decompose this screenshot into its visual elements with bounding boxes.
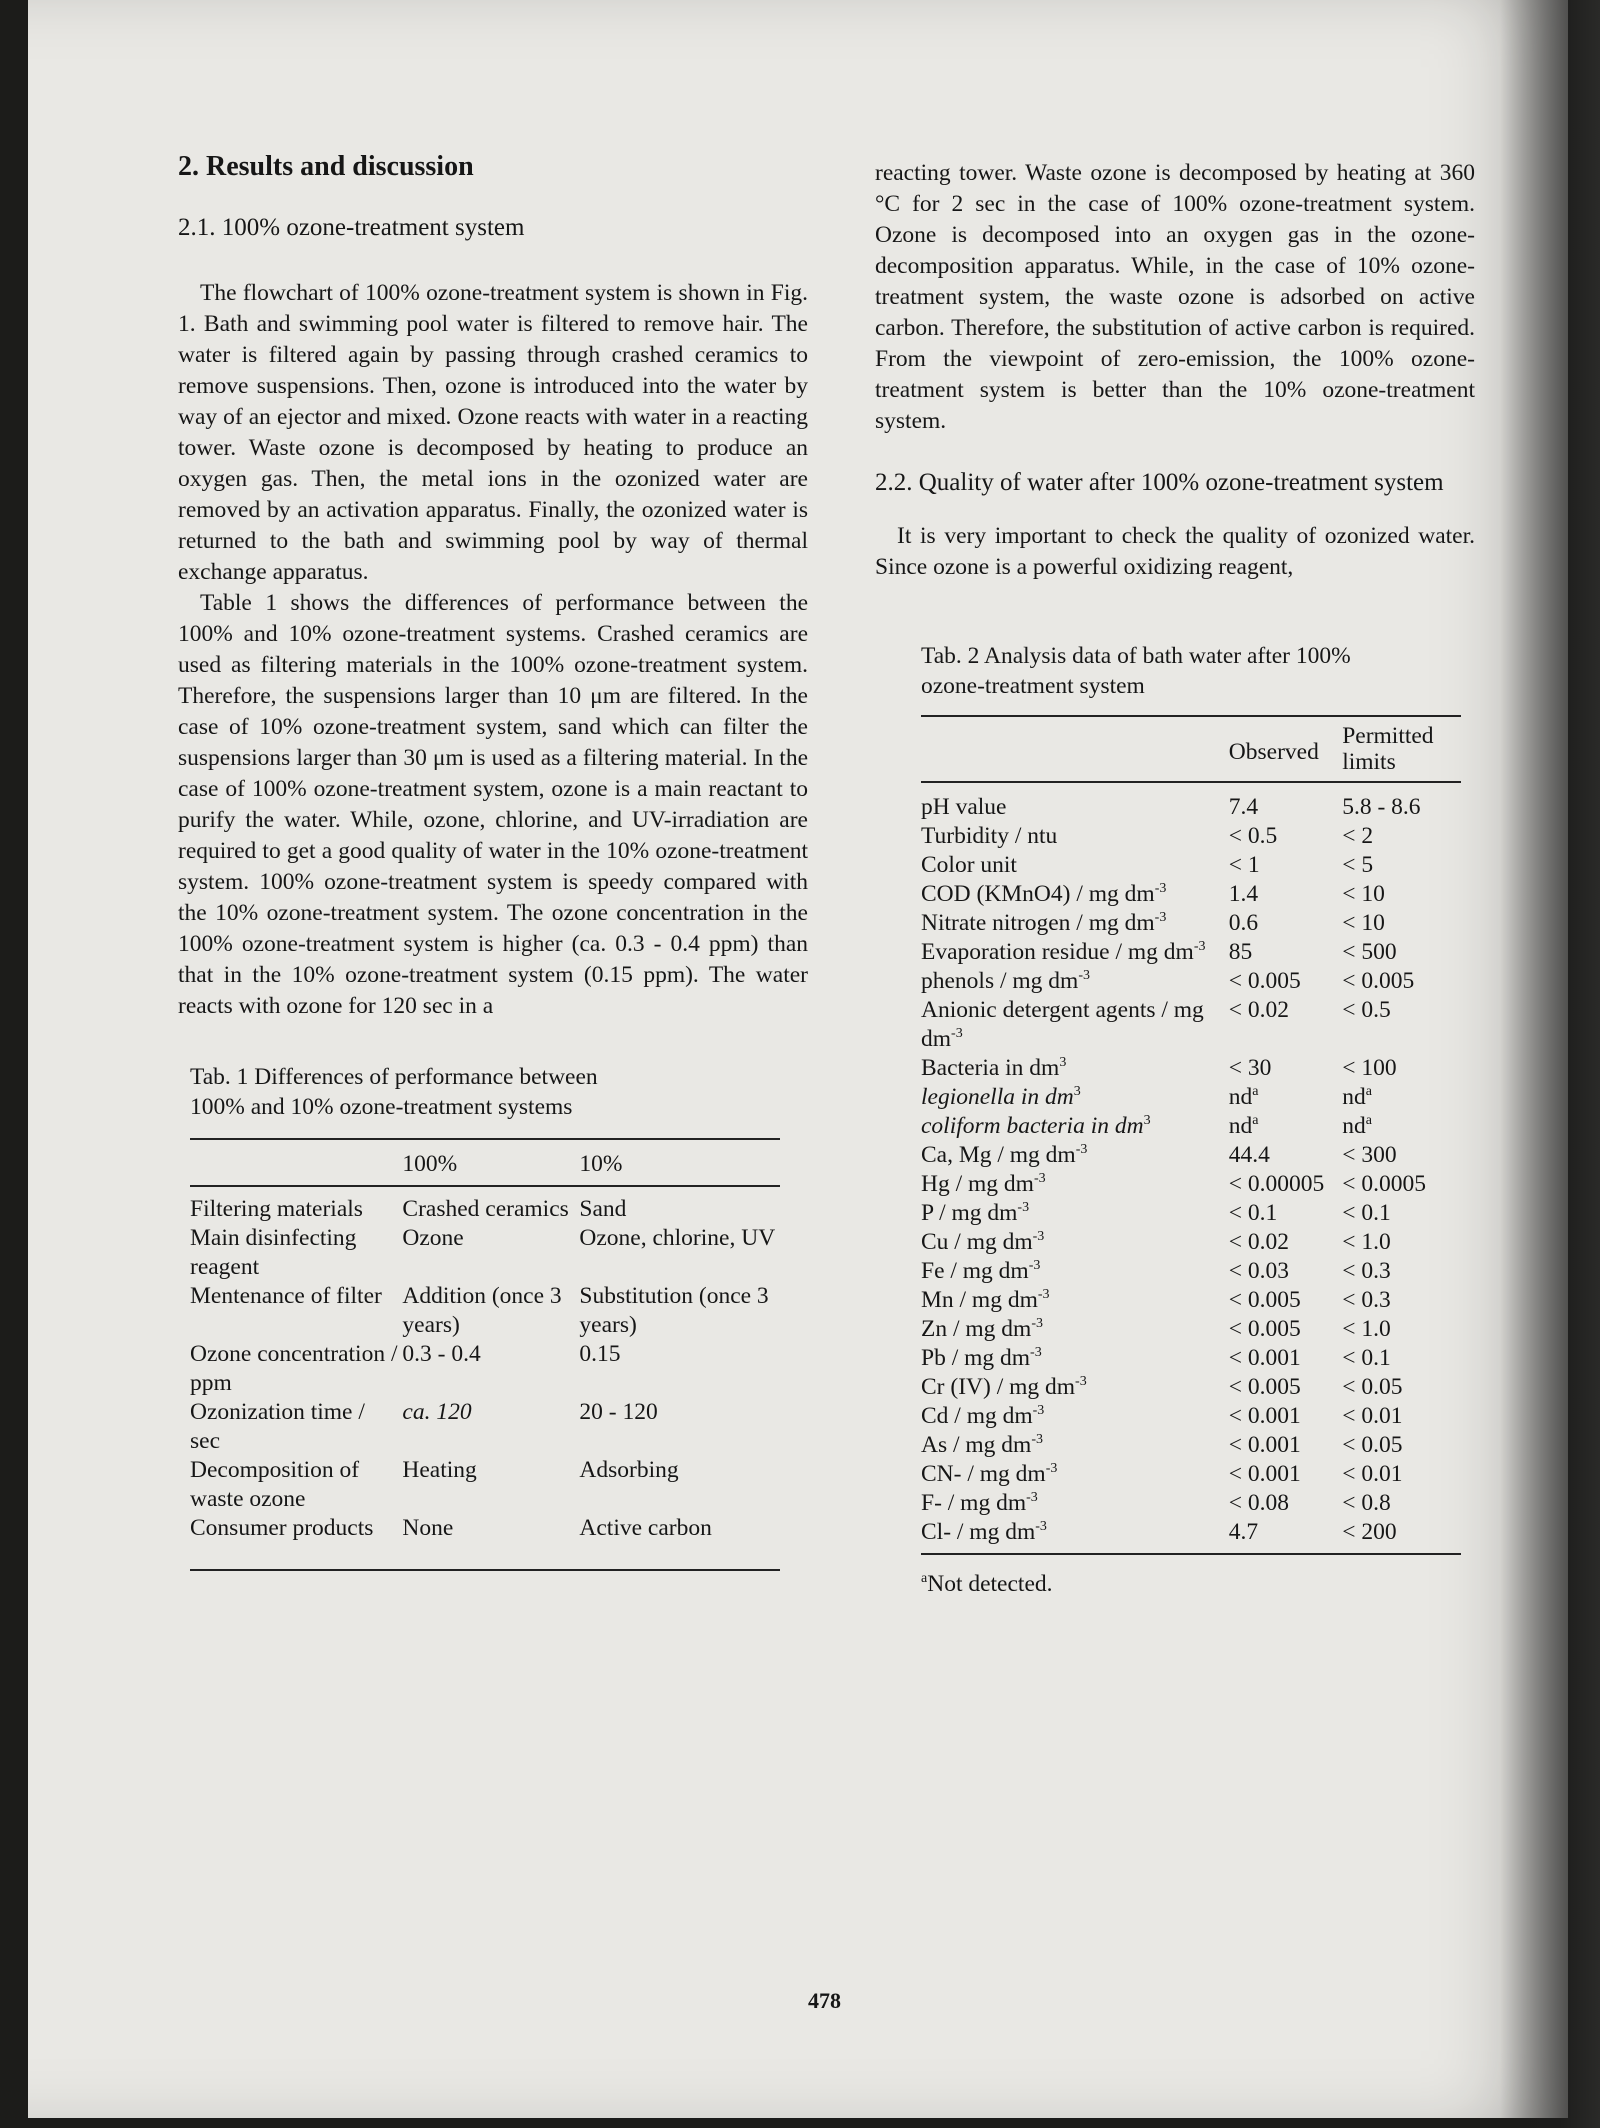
table2-limit: < 0.05 [1342, 1432, 1403, 1458]
subsection-title-2-2: 2.2. Quality of water after 100% ozone-treatment system [875, 469, 1444, 496]
table2-observed: < 0.03 [1228, 1258, 1290, 1284]
table2-parameter [921, 793, 1229, 822]
parameter-name: Hg / mg dm [921, 1171, 1034, 1197]
table2-limit: < 0.8 [1342, 1490, 1391, 1516]
table1-cell: Sand [579, 1196, 627, 1222]
table-row [921, 1489, 1461, 1518]
parameter-name: Anionic detergent agents / mg dm [921, 997, 1204, 1052]
table2-observed: < 0.001 [1228, 1461, 1301, 1487]
table2-limit: $nd^a$ [1342, 1113, 1372, 1139]
parameter-name: Evaporation residue / mg dm [921, 939, 1194, 965]
table2-observed: < 0.005 [1228, 1374, 1301, 1400]
unit-exponent: -3 [1026, 1490, 1038, 1506]
table2-observed: < 0.02 [1228, 997, 1290, 1023]
table1-cell: Crashed ceramics [402, 1196, 569, 1222]
table2-observed: 4.7 [1228, 1519, 1259, 1545]
table2-header-permitted: Permitted limits [1342, 716, 1461, 782]
table2-observed: < 0.005 [1228, 968, 1301, 994]
table-row [921, 1228, 1461, 1257]
table2-parameter [921, 1286, 1229, 1315]
table2-observed: < 0.08 [1228, 1490, 1290, 1516]
table-row [190, 1456, 780, 1514]
table2-body [921, 793, 1461, 1547]
table1-cell: Heating [402, 1457, 477, 1483]
table2-limit: < 0.1 [1342, 1345, 1391, 1371]
table2-limit: < 200 [1342, 1519, 1397, 1545]
table-row [921, 1112, 1461, 1141]
table2-observed: < 0.1 [1228, 1200, 1278, 1226]
table2-observed: 1.4 [1228, 881, 1259, 907]
table1-cell: ca. 120 [402, 1399, 472, 1425]
table-row [190, 1195, 780, 1224]
table-row [921, 1170, 1461, 1199]
unit-exponent: -3 [1031, 1316, 1043, 1332]
table2-parameter [921, 1518, 1229, 1547]
parameter-name: phenols / mg dm [921, 968, 1079, 994]
table1-cell: Ozone concentration / ppm [190, 1341, 398, 1396]
table-row [921, 1083, 1461, 1112]
parameter-name: F- / mg dm [921, 1490, 1027, 1516]
table-row [921, 996, 1461, 1054]
table2-parameter [921, 1054, 1229, 1083]
section-title: 2. Results and discussion [178, 151, 474, 182]
table2-parameter [921, 909, 1229, 938]
table1-cell: Addition (once 3 years) [402, 1283, 562, 1338]
table-row [921, 1460, 1461, 1489]
table2-parameter [921, 1460, 1229, 1489]
footnote-mark: a [921, 1571, 928, 1587]
table-row [190, 1398, 780, 1456]
table-row [921, 1402, 1461, 1431]
parameter-name: Mn / mg dm [921, 1287, 1038, 1313]
table2-limit: < 500 [1342, 939, 1397, 965]
parameter-name: COD (KMnO4) / mg dm [921, 881, 1155, 907]
table2-observed: 85 [1228, 939, 1253, 965]
parameter-name: Color unit [921, 852, 1017, 878]
unit-exponent: 3 [1073, 1084, 1081, 1100]
parameter-name: legionella in dm [921, 1084, 1074, 1110]
table1-cell: 20 - 120 [579, 1399, 658, 1425]
unit-exponent: -3 [1045, 1461, 1058, 1477]
table2-limit: < 1.0 [1342, 1316, 1391, 1342]
table2-observed: < 0.005 [1228, 1287, 1301, 1313]
table2-limit: < 0.3 [1342, 1287, 1391, 1313]
table1-cell: Active carbon [579, 1515, 712, 1541]
table2-parameter [921, 967, 1229, 996]
table1-cell: Main disinfecting reagent [190, 1225, 357, 1280]
parameter-name: Nitrate nitrogen / mg dm [921, 910, 1155, 936]
table1-cell: Ozone, chlorine, UV [579, 1225, 776, 1251]
unit-exponent: -3 [1028, 1258, 1041, 1274]
unit-exponent: -3 [1075, 1374, 1087, 1390]
table1-caption-line1: Tab. 1 Differences of performance between [190, 1064, 598, 1090]
table2-limit: < 0.1 [1342, 1200, 1391, 1226]
table2-observed: < 0.02 [1228, 1229, 1290, 1255]
table2-limit: < 0.5 [1342, 997, 1391, 1023]
table-row [921, 1199, 1461, 1228]
table2-observed: < 1 [1228, 852, 1260, 878]
table1-cell: Substitution (once 3 years) [579, 1283, 769, 1338]
table1-cell: Mentenance of filter [190, 1283, 382, 1309]
table-row [190, 1224, 780, 1282]
parameter-name: Cl- / mg dm [921, 1519, 1036, 1545]
unit-exponent: -3 [1154, 881, 1167, 897]
table1-cell: Adsorbing [579, 1457, 679, 1483]
table-row [921, 1257, 1461, 1286]
table2-parameter [921, 1112, 1229, 1141]
table2-limit: < 10 [1342, 881, 1385, 907]
table-row [921, 938, 1461, 967]
table2-limit: $nd^a$ [1342, 1084, 1372, 1110]
table2-observed: $nd^a$ [1228, 1113, 1259, 1139]
page-number: 478 [808, 1988, 841, 2013]
unit-exponent: -3 [1075, 1142, 1088, 1158]
table2-observed: < 0.5 [1228, 823, 1278, 849]
table2-parameter [921, 822, 1229, 851]
table1-cell: Filtering materials [190, 1196, 363, 1222]
parameter-name: Cr (IV) / mg dm [921, 1374, 1076, 1400]
table-row [921, 909, 1461, 938]
unit-exponent: -3 [1032, 1403, 1045, 1419]
table2-parameter [921, 1083, 1229, 1112]
table2-parameter [921, 996, 1229, 1054]
table1-cell: Ozone [402, 1225, 464, 1251]
table1-grid [190, 1138, 780, 1571]
footnote-mark: a [1252, 1084, 1259, 1100]
footnote-mark: a [1365, 1113, 1372, 1129]
table2-parameter [921, 1431, 1229, 1460]
paragraph-continued: reacting tower. Waste ozone is decomposed by heating at 360 °C for 2 sec in the case of 100% ozone-treatment system. Ozone is decomposed into an oxygen gas in the ozone-decomposition apparatus. While, in the case of 10% ozone-treatment system, the waste ozone is adsorbed on active carbon. Therefore, the substitution of active carbon is required. From the viewpoint of zero-emission, the 100% ozone-treatment system is better than the 10% ozone-treatment system. [875, 160, 1475, 434]
table-row [921, 880, 1461, 909]
right-column [875, 158, 1475, 1600]
parameter-name: CN- / mg dm [921, 1461, 1046, 1487]
parameter-name: Bacteria in dm [921, 1055, 1060, 1081]
table2-parameter [921, 880, 1229, 909]
table-row [190, 1340, 780, 1398]
left-column [178, 150, 808, 1571]
table1-cell: Ozonization time / sec [190, 1399, 365, 1454]
book-gutter-shadow [1500, 0, 1600, 2128]
table2-observed: 0.6 [1228, 910, 1259, 936]
table2-observed: $nd^a$ [1228, 1084, 1259, 1110]
table2-observed: < 0.005 [1228, 1316, 1301, 1342]
table2-parameter [921, 851, 1229, 880]
table2-limit: < 2 [1342, 823, 1374, 849]
parameter-name: Pb / mg dm [921, 1345, 1031, 1371]
footnote-mark: a [1365, 1084, 1372, 1100]
table2-observed: < 0.001 [1228, 1432, 1301, 1458]
unit-exponent: -3 [1078, 968, 1090, 984]
table2-parameter [921, 1489, 1229, 1518]
unit-exponent: 3 [1059, 1055, 1067, 1071]
table2-observed: 7.4 [1228, 794, 1259, 820]
table-row [921, 851, 1461, 880]
table-row [921, 1518, 1461, 1547]
table2-footnote [921, 1569, 1461, 1600]
table1-caption-line2: 100% and 10% ozone-treatment systems [190, 1094, 573, 1120]
table2-caption-line2: ozone-treatment system [921, 673, 1145, 699]
table2-limit: < 0.01 [1342, 1403, 1403, 1429]
unit-exponent: -3 [1037, 1287, 1050, 1303]
table1-cell: 0.3 - 0.4 [402, 1341, 481, 1367]
parameter-name: Cu / mg dm [921, 1229, 1033, 1255]
table1-cell: Decomposition of waste ozone [190, 1457, 360, 1512]
table2-limit: < 100 [1342, 1055, 1397, 1081]
table2-caption-line1: Tab. 2 Analysis data of bath water after 100% [921, 643, 1351, 669]
table2-parameter [921, 1228, 1229, 1257]
parameter-name: Fe / mg dm [921, 1258, 1029, 1284]
table2-grid [921, 715, 1461, 1555]
table-row [921, 1431, 1461, 1460]
unit-exponent: -3 [1193, 939, 1206, 955]
parameter-name: Cd / mg dm [921, 1403, 1033, 1429]
table1-header-blank [190, 1139, 402, 1186]
table2-limit: < 0.005 [1342, 968, 1415, 994]
paragraph-flowchart: The flowchart of 100% ozone-treatment system is shown in Fig. 1. Bath and swimming pool water is filtered to remove hair. The water is filtered again by passing through crashed ceramics to remove suspensions. Then, ozone is introduced into the water by way of an ejector and mixed. Ozone reacts with water in a reacting tower. Waste ozone is decomposed by heating to produce an oxygen gas. Then, the metal ions in the ozonized water are removed by an activation apparatus. Finally, the ozonized water is returned to the bath and swimming pool by way of thermal exchange apparatus. [178, 280, 808, 585]
table2-limit: 5.8 - 8.6 [1342, 794, 1421, 820]
parameter-name: pH value [921, 794, 1007, 820]
table2-observed: < 0.00005 [1228, 1171, 1325, 1197]
table-row [921, 822, 1461, 851]
table2-header-observed: Observed [1229, 716, 1342, 782]
table-row [921, 793, 1461, 822]
table2-observed: 44.4 [1228, 1142, 1270, 1168]
unit-exponent: -3 [1031, 1432, 1044, 1448]
footnote-text: Not detected. [927, 1571, 1053, 1597]
table-row [921, 1141, 1461, 1170]
table2-parameter [921, 1402, 1229, 1431]
table2-observed: < 30 [1228, 1055, 1272, 1081]
parameter-name: P / mg dm [921, 1200, 1018, 1226]
table2-parameter [921, 1170, 1229, 1199]
unit-exponent: 3 [1143, 1113, 1151, 1129]
table2-limit: < 0.3 [1342, 1258, 1391, 1284]
table2-parameter [921, 938, 1229, 967]
table1-cell: None [402, 1515, 454, 1541]
table-row [921, 1054, 1461, 1083]
table2-parameter [921, 1315, 1229, 1344]
table2-limit: < 0.05 [1342, 1374, 1403, 1400]
parameter-name: As / mg dm [921, 1432, 1032, 1458]
table-row [921, 1344, 1461, 1373]
table2-limit: < 1.0 [1342, 1229, 1391, 1255]
table2-parameter [921, 1344, 1229, 1373]
paragraph-table1-discussion: Table 1 shows the differences of performance between the 100% and 10% ozone-treatment systems. Crashed ceramics are used as filtering materials in the 100% ozone-treatment system. Therefore, the suspensions larger than 10 μm are filtered. In the case of 10% ozone-treatment system, sand which can filter the suspensions larger than 30 μm is used as a filtering material. In the case of 100% ozone-treatment system, ozone is a main reactant to purify the water. While, ozone, chlorine, and UV-irradiation are required to get a good quality of water in the 10% ozone-treatment system. 100% ozone-treatment system is speedy compared with the 10% ozone-treatment system. The ozone concentration in the 100% ozone-treatment system is higher (ca. 0.3 - 0.4 ppm) than that in the 10% ozone-treatment system (0.15 ppm). The water reacts with ozone for 120 sec in a [178, 590, 808, 1019]
table2-observed: < 0.001 [1228, 1403, 1301, 1429]
table1-cell: 0.15 [579, 1341, 621, 1367]
table-row [190, 1514, 780, 1543]
unit-exponent: -3 [1017, 1200, 1030, 1216]
subsection-title-2-1: 2.1. 100% ozone-treatment system [178, 214, 525, 241]
table2-limit: < 0.01 [1342, 1461, 1403, 1487]
unit-exponent: -3 [1030, 1345, 1042, 1361]
parameter-name: Ca, Mg / mg dm [921, 1142, 1076, 1168]
table2-parameter [921, 1199, 1229, 1228]
table2-parameter [921, 1141, 1229, 1170]
table1-header-10: 10% [579, 1139, 780, 1186]
table2-header-row [921, 716, 1461, 782]
table1-header-100: 100% [402, 1139, 579, 1186]
unit-exponent: -3 [1035, 1519, 1047, 1535]
table2-limit: < 0.0005 [1342, 1171, 1426, 1197]
table-row [921, 967, 1461, 996]
paragraph-quality: It is very important to check the quality of ozonized water. Since ozone is a powerful oxidizing reagent, [875, 523, 1475, 580]
parameter-name: Zn / mg dm [921, 1316, 1032, 1342]
table1-cell: Consumer products [190, 1515, 374, 1541]
parameter-name: Turbidity / ntu [921, 823, 1058, 849]
table2-limit: < 5 [1342, 852, 1374, 878]
table-row [921, 1286, 1461, 1315]
parameter-name: coliform bacteria in dm [921, 1113, 1144, 1139]
table1-header-row [190, 1139, 780, 1186]
table2 [921, 641, 1461, 1600]
table2-parameter [921, 1373, 1229, 1402]
unit-exponent: -3 [951, 1026, 963, 1042]
table2-observed: < 0.001 [1228, 1345, 1301, 1371]
table-row [921, 1315, 1461, 1344]
footnote-mark: a [1252, 1113, 1259, 1129]
table-row [190, 1282, 780, 1340]
table-row [921, 1373, 1461, 1402]
table1 [190, 1062, 780, 1571]
table2-parameter [921, 1257, 1229, 1286]
table2-limit: < 10 [1342, 910, 1385, 936]
table2-header-blank [921, 716, 1229, 782]
unit-exponent: -3 [1154, 910, 1167, 926]
table2-limit: < 300 [1342, 1142, 1397, 1168]
unit-exponent: -3 [1033, 1171, 1046, 1187]
unit-exponent: -3 [1032, 1229, 1045, 1245]
